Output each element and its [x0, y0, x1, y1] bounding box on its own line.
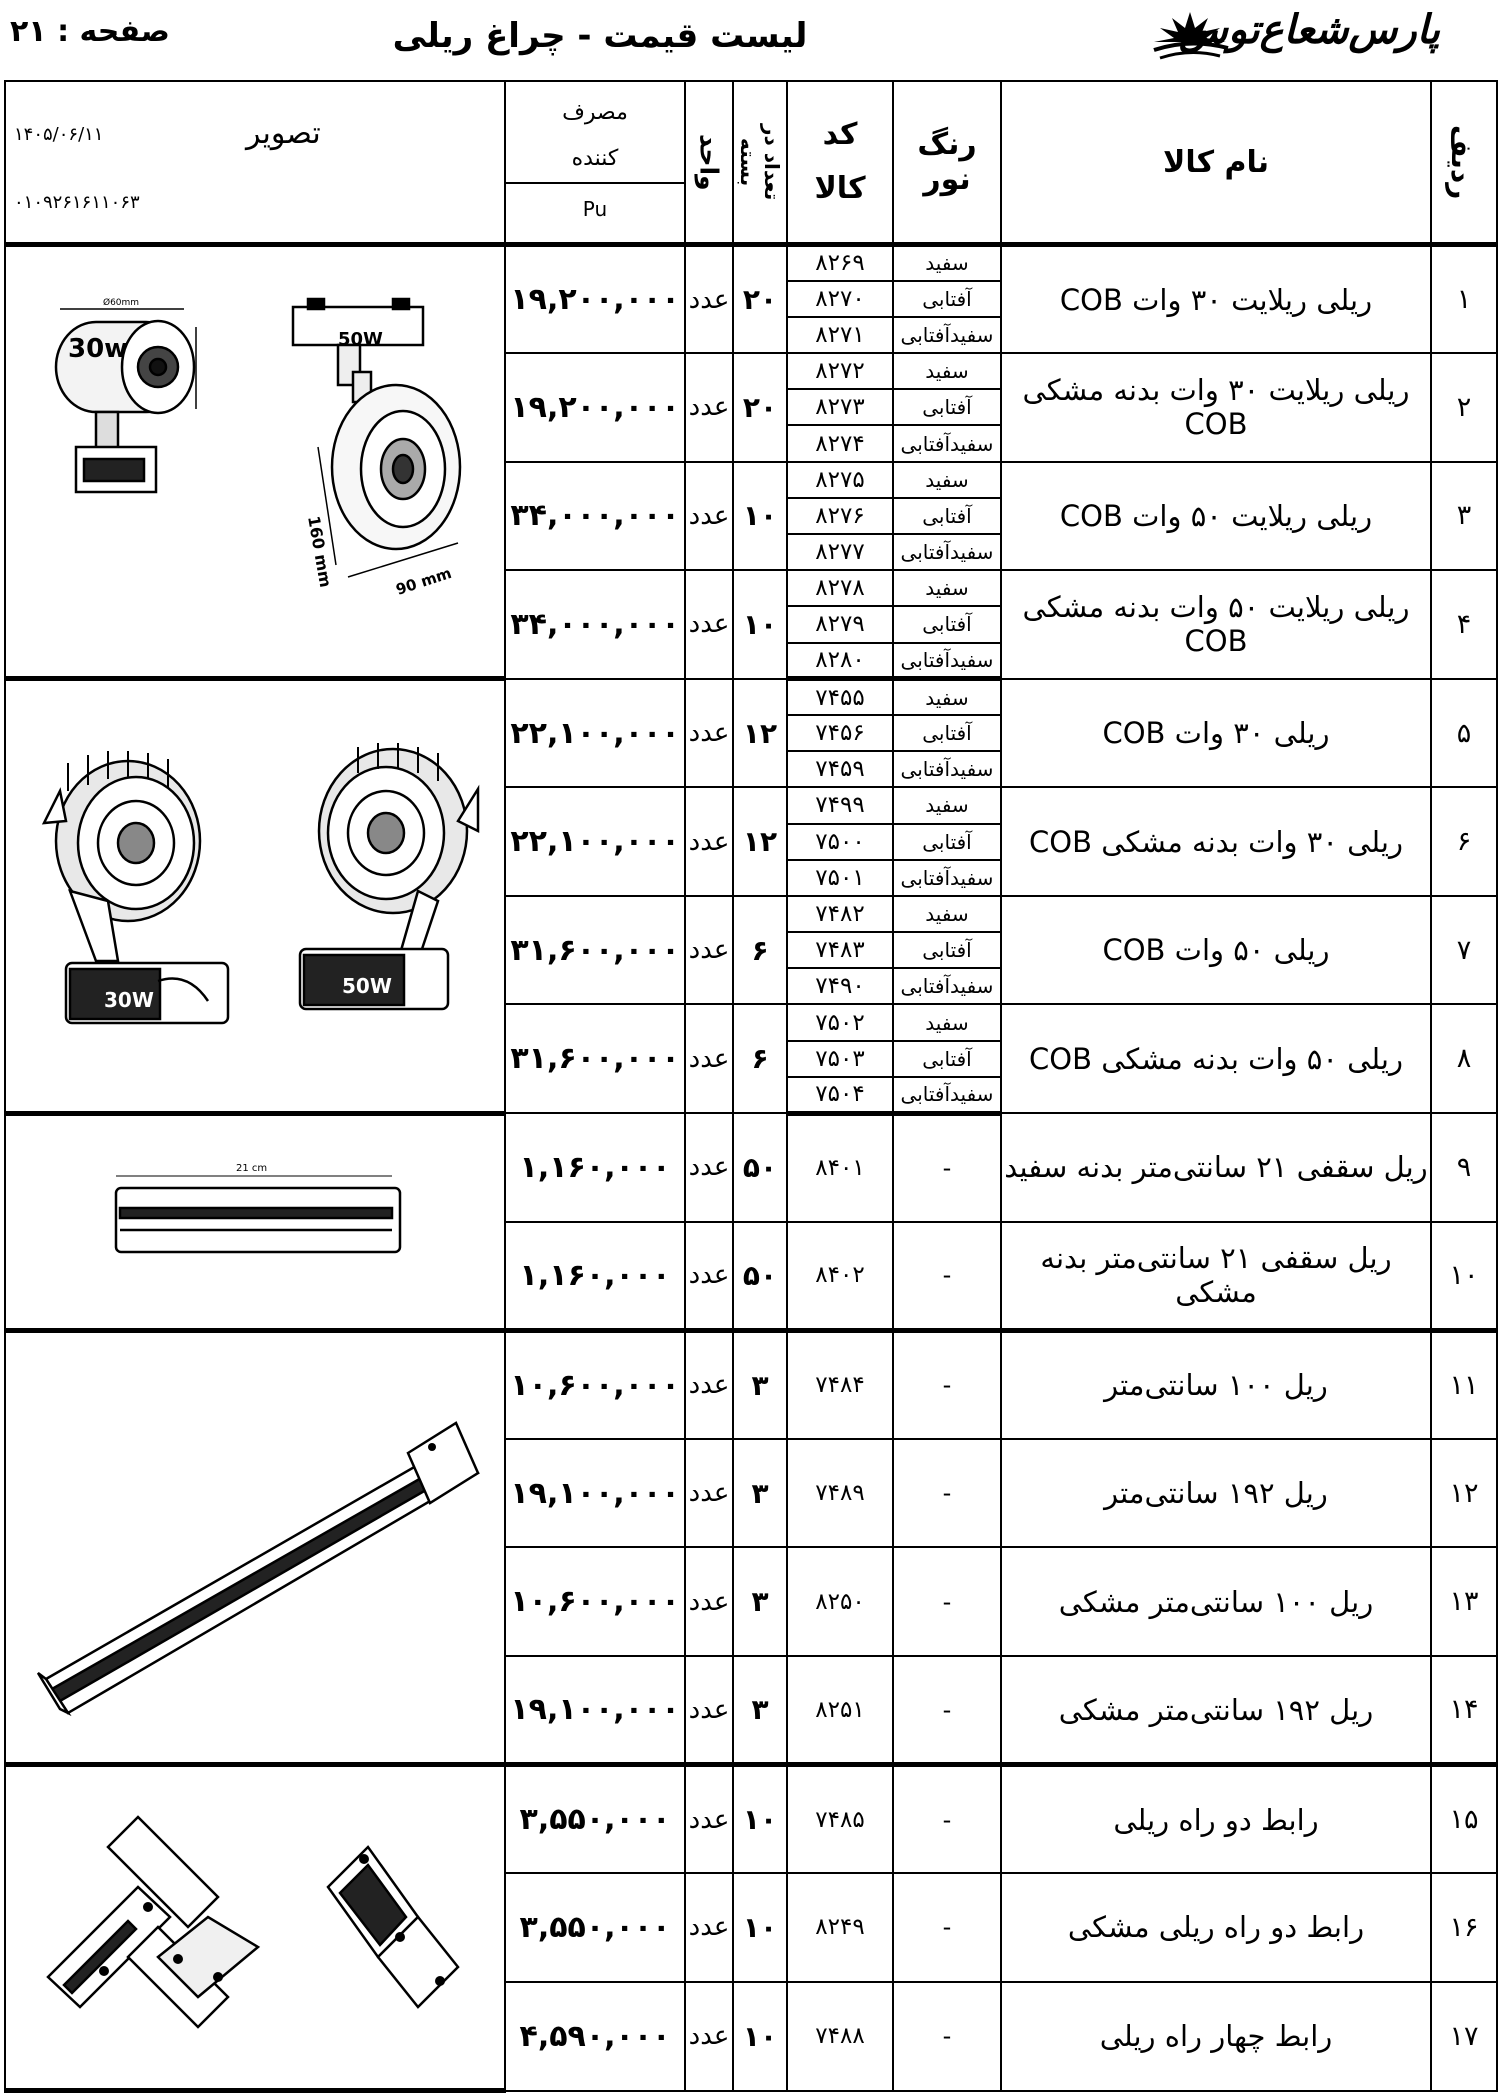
- qty-cell: ۱۲: [733, 787, 787, 896]
- unit-cell: عدد: [685, 679, 733, 788]
- g1-right-dim-w: 90 mm: [393, 563, 454, 599]
- light-color-cell: -: [893, 1547, 1001, 1656]
- light-color-cell: -: [893, 1873, 1001, 1982]
- table-row: [5, 1330, 1497, 1439]
- light-color-cell: آفتابی: [893, 715, 1001, 751]
- product-name-cell: ریل سقفی ۲۱ سانتی‌متر بدنه سفید: [1001, 1113, 1431, 1222]
- unit-cell: عدد: [685, 1330, 733, 1439]
- unit-cell: عدد: [685, 245, 733, 354]
- product-code-cell: ۸۴۰۲: [787, 1222, 893, 1331]
- product-code-cell: ۸۲۸۰: [787, 643, 893, 679]
- price-cell: ۱,۱۶۰,۰۰۰: [505, 1113, 685, 1222]
- product-code-cell: ۷۴۸۲: [787, 896, 893, 932]
- product-code-cell: ۷۴۵۹: [787, 751, 893, 787]
- header-unit: [685, 81, 733, 245]
- ceiling-rail-drawing: [8, 1116, 504, 1330]
- g2-right-label: 50W: [342, 974, 392, 999]
- product-code-cell: ۸۲۷۷: [787, 534, 893, 570]
- product-name-cell: ریل ۱۰۰ سانتی‌متر: [1001, 1330, 1431, 1439]
- header-consumer-top: مصرف: [562, 100, 628, 125]
- qty-cell: ۱۰: [733, 462, 787, 571]
- qty-cell: ۵۰: [733, 1222, 787, 1331]
- header-name: [1001, 81, 1431, 245]
- product-name-cell: ریلی ۳۰ وات بدنه مشکی COB: [1001, 787, 1431, 896]
- qty-cell: ۱۲: [733, 679, 787, 788]
- row-number-cell: ۱۰: [1431, 1222, 1497, 1331]
- light-color-cell: -: [893, 1982, 1001, 2091]
- light-color-cell: سفیدآفتابی: [893, 643, 1001, 679]
- product-name-cell: ریلی ریلایت ۳۰ وات COB: [1001, 245, 1431, 354]
- product-image-cell: [5, 679, 505, 1113]
- header-qty-label: تعداد در بسته: [736, 123, 784, 201]
- row-number-cell: ۱۱: [1431, 1330, 1497, 1439]
- product-name-cell: ریلی ریلایت ۵۰ وات بدنه مشکی COB: [1001, 570, 1431, 679]
- unit-cell: عدد: [685, 462, 733, 571]
- product-code-cell: ۸۲۵۱: [787, 1656, 893, 1765]
- product-code-cell: ۸۲۷۶: [787, 498, 893, 534]
- price-cell: ۳,۵۵۰,۰۰۰: [505, 1873, 685, 1982]
- product-image-cell: [5, 245, 505, 679]
- product-code-cell: ۷۴۹۰: [787, 968, 893, 1004]
- document-title: لیست قیمت - چراغ ریلی: [392, 16, 808, 56]
- price-cell: ۳۴,۰۰۰,۰۰۰: [505, 570, 685, 679]
- g1-left-label: 30w: [68, 334, 129, 364]
- header-consumer-pu: Pu: [506, 182, 684, 234]
- row-number-cell: ۳: [1431, 462, 1497, 571]
- price-cell: ۳۱,۶۰۰,۰۰۰: [505, 896, 685, 1005]
- header-color-label: رنگ نور: [917, 127, 977, 197]
- light-color-cell: آفتابی: [893, 389, 1001, 425]
- qty-cell: ۱۰: [733, 1873, 787, 1982]
- product-code-cell: ۸۲۵۰: [787, 1547, 893, 1656]
- product-name-cell: رابط چهار راه ریلی: [1001, 1982, 1431, 2091]
- product-code-cell: ۷۴۹۹: [787, 787, 893, 823]
- unit-cell: عدد: [685, 1547, 733, 1656]
- light-color-cell: سفید: [893, 245, 1001, 281]
- light-color-cell: -: [893, 1330, 1001, 1439]
- product-code-cell: ۷۴۸۵: [787, 1765, 893, 1874]
- g1-left-dim: Ø60mm: [103, 298, 140, 308]
- unit-cell: عدد: [685, 1873, 733, 1982]
- product-code-cell: ۷۴۵۶: [787, 715, 893, 751]
- product-code-cell: ۸۲۷۱: [787, 317, 893, 353]
- header-color: [893, 81, 1001, 245]
- light-color-cell: سفیدآفتابی: [893, 1077, 1001, 1113]
- header-phone: ۰۱۰۹۲۶۱۶۱۱۰۶۳: [14, 192, 140, 213]
- header-image-label: تصویر: [246, 116, 321, 151]
- product-name-cell: ریلی ریلایت ۵۰ وات COB: [1001, 462, 1431, 571]
- light-color-cell: -: [893, 1113, 1001, 1222]
- qty-cell: ۲۰: [733, 353, 787, 462]
- qty-cell: ۲۰: [733, 245, 787, 354]
- header-consumer-price: [505, 81, 685, 245]
- row-number-cell: ۹: [1431, 1113, 1497, 1222]
- page-number: صفحه : ۲۱: [10, 14, 170, 49]
- product-code-cell: ۸۲۷۵: [787, 462, 893, 498]
- price-cell: ۱۰,۶۰۰,۰۰۰: [505, 1547, 685, 1656]
- light-color-cell: -: [893, 1765, 1001, 1874]
- product-code-cell: ۷۵۰۰: [787, 824, 893, 860]
- qty-cell: ۳: [733, 1547, 787, 1656]
- product-code-cell: ۷۵۰۱: [787, 860, 893, 896]
- product-image-cell: [5, 1113, 505, 1330]
- table-row: [5, 245, 1497, 281]
- row-number-cell: ۱۳: [1431, 1547, 1497, 1656]
- row-number-cell: ۷: [1431, 896, 1497, 1005]
- light-color-cell: -: [893, 1222, 1001, 1331]
- unit-cell: عدد: [685, 1439, 733, 1548]
- unit-cell: عدد: [685, 1765, 733, 1874]
- price-cell: ۳,۵۵۰,۰۰۰: [505, 1765, 685, 1874]
- product-code-cell: ۸۴۰۱: [787, 1113, 893, 1222]
- price-cell: ۲۲,۱۰۰,۰۰۰: [505, 679, 685, 788]
- g3-dim: 21 cm: [236, 1162, 268, 1174]
- light-color-cell: سفیدآفتابی: [893, 751, 1001, 787]
- product-code-cell: ۸۲۴۹: [787, 1873, 893, 1982]
- g1-right-dim-h: 160 mm: [304, 514, 336, 589]
- light-color-cell: آفتابی: [893, 498, 1001, 534]
- table-row: [5, 1113, 1497, 1222]
- product-code-cell: ۸۲۷۳: [787, 389, 893, 425]
- header-consumer-mid: کننده: [571, 146, 619, 171]
- qty-cell: ۱۰: [733, 1982, 787, 2091]
- product-code-cell: ۷۴۵۵: [787, 679, 893, 715]
- header-code-top: کد: [822, 117, 858, 152]
- header-date: ۱۴۰۵/۰۶/۱۱: [14, 124, 104, 145]
- page-header: [0, 0, 1500, 78]
- product-name-cell: ریل ۱۹۲ سانتی‌متر: [1001, 1439, 1431, 1548]
- unit-cell: عدد: [685, 787, 733, 896]
- row-number-cell: ۱۵: [1431, 1765, 1497, 1874]
- header-name-label: نام کالا: [1162, 144, 1269, 180]
- light-color-cell: -: [893, 1656, 1001, 1765]
- product-name-cell: ریل ۱۹۲ سانتی‌متر مشکی: [1001, 1656, 1431, 1765]
- header-row: [1431, 81, 1497, 245]
- g2-left-label: 30W: [104, 988, 154, 1013]
- light-color-cell: سفیدآفتابی: [893, 860, 1001, 896]
- product-code-cell: ۸۲۷۹: [787, 606, 893, 642]
- light-color-cell: سفید: [893, 1004, 1001, 1040]
- qty-cell: ۳: [733, 1439, 787, 1548]
- product-name-cell: ریل ۱۰۰ سانتی‌متر مشکی: [1001, 1547, 1431, 1656]
- row-number-cell: ۱۴: [1431, 1656, 1497, 1765]
- row-number-cell: ۵: [1431, 679, 1497, 788]
- rail-connector-drawing: [8, 1767, 504, 2090]
- header-row-label: ردیف: [1445, 124, 1478, 200]
- row-number-cell: ۱۶: [1431, 1873, 1497, 1982]
- row-number-cell: ۱۷: [1431, 1982, 1497, 2091]
- product-code-cell: ۷۴۸۹: [787, 1439, 893, 1548]
- long-rail-drawing: [8, 1333, 504, 1765]
- price-cell: ۱۹,۲۰۰,۰۰۰: [505, 353, 685, 462]
- light-color-cell: سفید: [893, 353, 1001, 389]
- qty-cell: ۱۰: [733, 570, 787, 679]
- product-code-cell: ۷۴۸۴: [787, 1330, 893, 1439]
- product-name-cell: ریل سقفی ۲۱ سانتی‌متر بدنه مشکی: [1001, 1222, 1431, 1331]
- g1-right-label: 50W: [338, 329, 383, 350]
- light-color-cell: سفیدآفتابی: [893, 534, 1001, 570]
- brand-logo: [1150, 4, 1440, 64]
- light-color-cell: آفتابی: [893, 1041, 1001, 1077]
- product-code-cell: ۷۴۸۳: [787, 932, 893, 968]
- light-color-cell: سفیدآفتابی: [893, 425, 1001, 461]
- price-cell: ۱۹,۲۰۰,۰۰۰: [505, 245, 685, 354]
- light-color-cell: آفتابی: [893, 932, 1001, 968]
- light-color-cell: آفتابی: [893, 281, 1001, 317]
- price-list-table: [4, 80, 1498, 2093]
- price-cell: ۱۹,۱۰۰,۰۰۰: [505, 1656, 685, 1765]
- track-light-ralite-drawing: [8, 247, 504, 679]
- product-code-cell: ۷۵۰۲: [787, 1004, 893, 1040]
- price-cell: ۲۲,۱۰۰,۰۰۰: [505, 787, 685, 896]
- light-color-cell: سفید: [893, 462, 1001, 498]
- qty-cell: ۱۰: [733, 1765, 787, 1874]
- light-color-cell: سفید: [893, 896, 1001, 932]
- header-unit-label: واحد: [694, 133, 724, 191]
- unit-cell: عدد: [685, 1222, 733, 1331]
- product-name-cell: ریلی ۳۰ وات COB: [1001, 679, 1431, 788]
- product-code-cell: ۷۵۰۴: [787, 1077, 893, 1113]
- light-color-cell: آفتابی: [893, 606, 1001, 642]
- unit-cell: عدد: [685, 1004, 733, 1113]
- row-number-cell: ۶: [1431, 787, 1497, 896]
- track-light-cob-drawing: [8, 681, 504, 1113]
- light-color-cell: سفیدآفتابی: [893, 317, 1001, 353]
- product-name-cell: ریلی ۵۰ وات COB: [1001, 896, 1431, 1005]
- product-name-cell: ریلی ریلایت ۳۰ وات بدنه مشکی COB: [1001, 353, 1431, 462]
- product-code-cell: ۸۲۷۰: [787, 281, 893, 317]
- unit-cell: عدد: [685, 1656, 733, 1765]
- table-header-row: [5, 81, 1497, 245]
- row-number-cell: ۴: [1431, 570, 1497, 679]
- header-code-bottom: کالا: [814, 171, 866, 206]
- table-row: [5, 1765, 1497, 1874]
- product-name-cell: رابط دو راه ریلی: [1001, 1765, 1431, 1874]
- header-qty: [733, 81, 787, 245]
- product-name-cell: رابط دو راه ریلی مشکی: [1001, 1873, 1431, 1982]
- product-image-cell: [5, 1330, 505, 1764]
- qty-cell: ۶: [733, 1004, 787, 1113]
- unit-cell: عدد: [685, 353, 733, 462]
- product-code-cell: ۸۲۷۸: [787, 570, 893, 606]
- unit-cell: عدد: [685, 1982, 733, 2091]
- table-row: [5, 679, 1497, 715]
- unit-cell: عدد: [685, 570, 733, 679]
- row-number-cell: ۱: [1431, 245, 1497, 354]
- product-code-cell: ۸۲۷۴: [787, 425, 893, 461]
- qty-cell: ۳: [733, 1330, 787, 1439]
- unit-cell: عدد: [685, 1113, 733, 1222]
- price-cell: ۳۴,۰۰۰,۰۰۰: [505, 462, 685, 571]
- brand-logo-text: پارس‌شعاع‌توس: [1179, 6, 1440, 53]
- product-code-cell: ۷۵۰۳: [787, 1041, 893, 1077]
- price-cell: ۱۰,۶۰۰,۰۰۰: [505, 1330, 685, 1439]
- price-cell: ۱۹,۱۰۰,۰۰۰: [505, 1439, 685, 1548]
- light-color-cell: آفتابی: [893, 824, 1001, 860]
- price-cell: ۱,۱۶۰,۰۰۰: [505, 1222, 685, 1331]
- row-number-cell: ۱۲: [1431, 1439, 1497, 1548]
- price-cell: ۴,۵۹۰,۰۰۰: [505, 1982, 685, 2091]
- unit-cell: عدد: [685, 896, 733, 1005]
- light-color-cell: سفیدآفتابی: [893, 968, 1001, 1004]
- qty-cell: ۵۰: [733, 1113, 787, 1222]
- row-number-cell: ۲: [1431, 353, 1497, 462]
- qty-cell: ۶: [733, 896, 787, 1005]
- header-code: [787, 81, 893, 245]
- light-color-cell: -: [893, 1439, 1001, 1548]
- light-color-cell: سفید: [893, 679, 1001, 715]
- row-number-cell: ۸: [1431, 1004, 1497, 1113]
- header-image-col: [5, 81, 505, 245]
- price-cell: ۳۱,۶۰۰,۰۰۰: [505, 1004, 685, 1113]
- qty-cell: ۳: [733, 1656, 787, 1765]
- product-code-cell: ۷۴۸۸: [787, 1982, 893, 2091]
- light-color-cell: سفید: [893, 787, 1001, 823]
- product-image-cell: [5, 1765, 505, 2091]
- product-name-cell: ریلی ۵۰ وات بدنه مشکی COB: [1001, 1004, 1431, 1113]
- product-code-cell: ۸۲۶۹: [787, 245, 893, 281]
- product-code-cell: ۸۲۷۲: [787, 353, 893, 389]
- light-color-cell: سفید: [893, 570, 1001, 606]
